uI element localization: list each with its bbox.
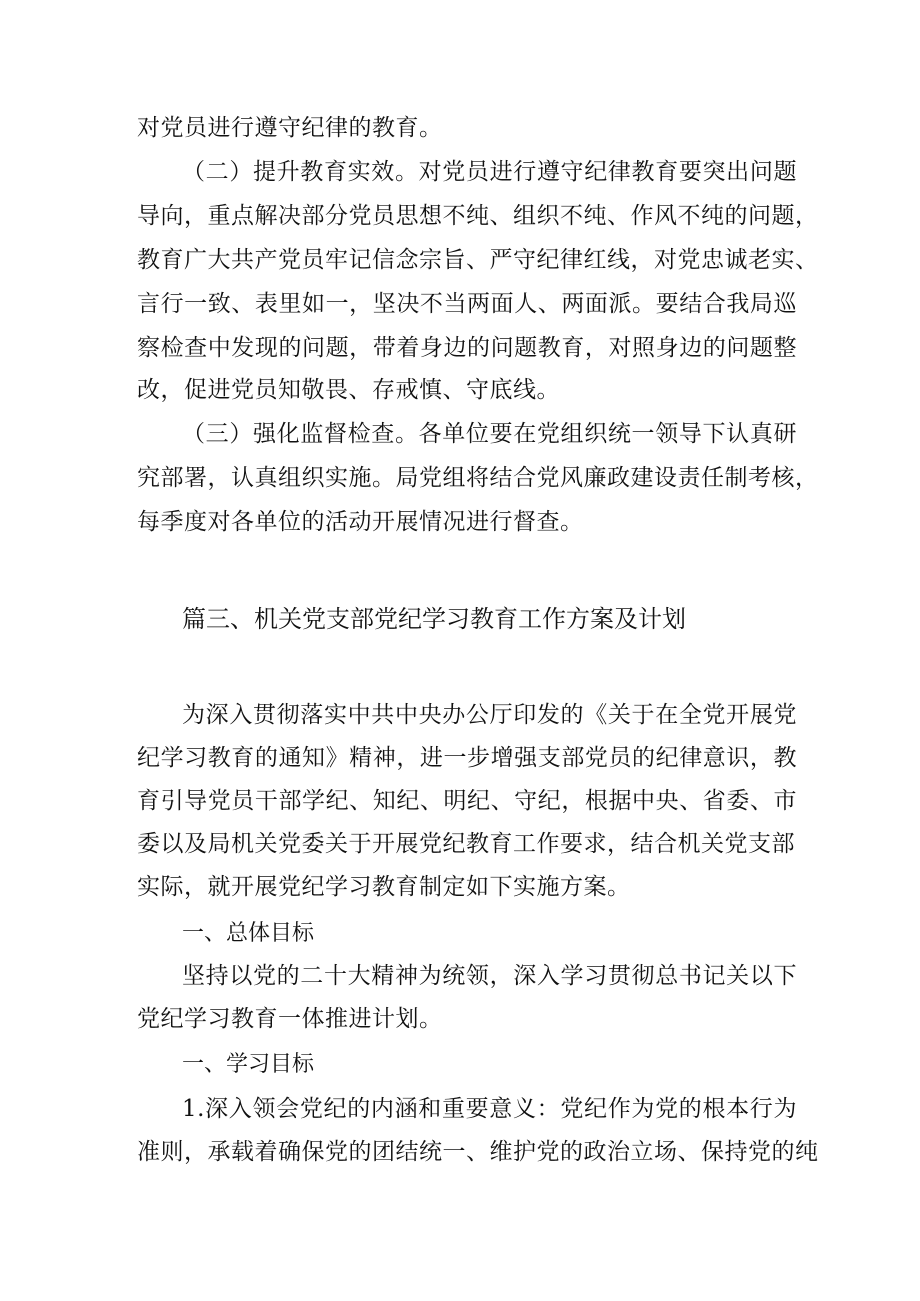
- paragraph-line: 委以及局机关党委关于开展党纪教育工作要求，结合机关党支部: [137, 831, 795, 857]
- subheading-overall-goal: 一、总体目标: [182, 921, 315, 946]
- paragraph-line: 改，促进党员知敬畏、存戒慎、守底线。: [137, 377, 560, 403]
- paragraph-line: 为深入贯彻落实中共中央办公厅印发的《关于在全党开展党: [182, 702, 797, 728]
- paragraph-line: （三）强化监督检查。各单位要在党组织统一领导下认真研: [182, 421, 797, 447]
- paragraph-line: 每季度对各单位的活动开展情况进行督查。: [137, 509, 584, 535]
- paragraph-line: 坚持以党的二十大精神为统领，深入学习贯彻总书记关以下: [182, 963, 797, 989]
- paragraph-line: 党纪学习教育一体推进计划。: [137, 1006, 443, 1032]
- subheading-learning-goal: 一、学习目标: [182, 1052, 315, 1077]
- paragraph-line: 对党员进行遵守纪律的教育。: [137, 115, 443, 141]
- paragraph-line: 育引导党员干部学纪、知纪、明纪、守纪，根据中央、省委、市: [137, 788, 797, 814]
- paragraph-line: 实际，就开展党纪学习教育制定如下实施方案。: [137, 874, 631, 900]
- paragraph-line: 教育广大共产党员牢记信念宗旨、严守纪律红线，对党忠诚老实、: [137, 247, 819, 273]
- paragraph-line: 准则，承载着确保党的团结统一、维护党的政治立场、保持党的纯: [137, 1139, 819, 1165]
- paragraph-line: 纪学习教育的通知》精神，进一步增强支部党员的纪律意识，教: [137, 745, 797, 771]
- paragraph-line: （二）提升教育实效。对党员进行遵守纪律教育要突出问题: [182, 159, 797, 185]
- section-title: 篇三、机关党支部党纪学习教育工作方案及计划: [182, 605, 686, 633]
- paragraph-line: 察检查中发现的问题，带着身边的问题教育，对照身边的问题整: [137, 335, 797, 361]
- paragraph-line: 导向，重点解决部分党员思想不纯、组织不纯、作风不纯的问题，: [137, 203, 819, 229]
- paragraph-line: 1.深入领会党纪的内涵和重要意义：党纪作为党的根本行为: [182, 1096, 797, 1122]
- paragraph-line: 言行一致、表里如一，坚决不当两面人、两面派。要结合我局巡: [137, 291, 797, 317]
- paragraph-line: 究部署，认真组织实施。局党组将结合党风廉政建设责任制考核，: [137, 465, 819, 491]
